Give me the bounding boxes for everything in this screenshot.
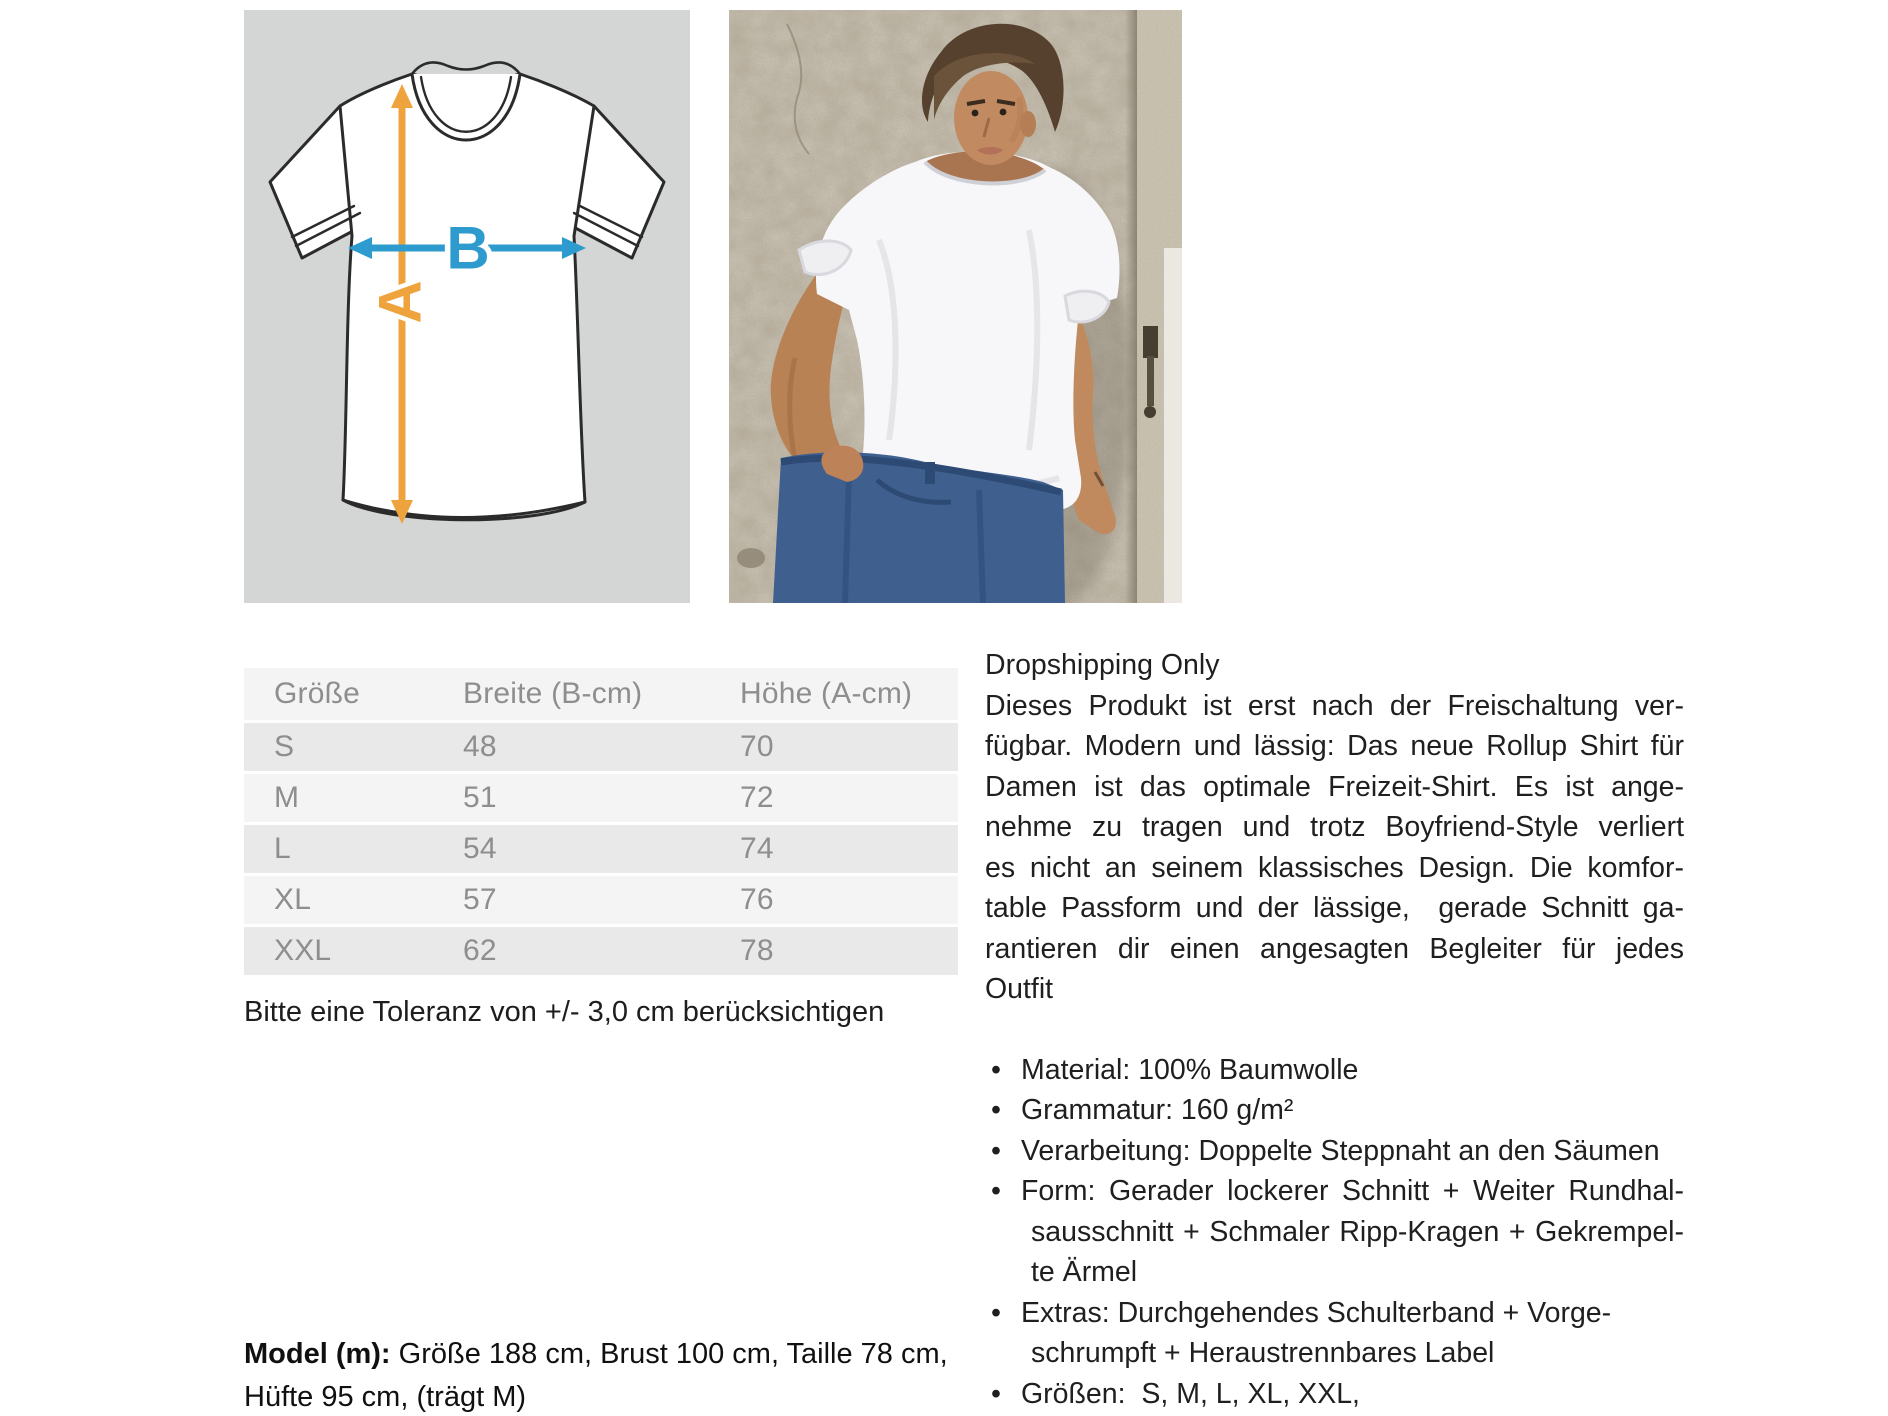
bullet-marker: • (991, 1296, 1001, 1329)
table-cell: 51 (463, 781, 497, 814)
table-cell: XXL (274, 934, 332, 967)
bullet-item (985, 1090, 1684, 1131)
paragraph-line: es nicht an seinem klassisches Design. Die komfor- (985, 851, 1684, 884)
label-b: B (446, 214, 490, 282)
paragraph-line: Damen ist das optimale Freizeit-Shirt. Es ist ange- (985, 770, 1684, 803)
bullet-item (985, 1131, 1684, 1172)
table-cell: 54 (463, 832, 497, 865)
table-header-width: Breite (B-cm) (463, 677, 643, 710)
belt-loop (925, 462, 935, 484)
bullet-line: Form: Gerader lockerer Schnitt + Weiter Rundhal- (1021, 1175, 1684, 1207)
left-eye (972, 110, 979, 117)
bullet-line: Material: 100% Baumwolle (1021, 1053, 1359, 1086)
paragraph-line: rantieren dir einen angesagten Begleiter für jedes (985, 932, 1684, 965)
table-row (244, 927, 958, 975)
model-photo-illustration (729, 10, 1182, 603)
bullet-item (985, 1293, 1684, 1374)
metal-latch (1143, 326, 1158, 358)
bullet-line: Extras: Durchgehendes Schulterband + Vorge- (1021, 1296, 1612, 1329)
bullet-line: Verarbeitung: Doppelte Steppnaht an den Säumen (1021, 1134, 1660, 1167)
model-measurements (244, 1333, 1064, 1416)
table-cell: 57 (463, 883, 497, 916)
bullet-line: schrumpft + Heraustrennbares Label (1031, 1337, 1495, 1369)
table-cell: 78 (740, 934, 774, 967)
paragraph-line: table Passform und der lässige, gerade Schnitt ga- (985, 892, 1684, 924)
table-cell: 74 (740, 832, 774, 865)
label-a: A (366, 280, 434, 324)
bullet-item (985, 1171, 1684, 1293)
right-eye (1000, 109, 1007, 116)
table-cell: 48 (463, 730, 497, 763)
product-description (985, 645, 1684, 1414)
table-cell: 76 (740, 883, 774, 916)
paragraph-line: fügbar. Modern und lässig: Das neue Rollup Shirt für (985, 730, 1684, 762)
tshirt-measurement-drawing (244, 10, 690, 603)
bullet-item (985, 1374, 1684, 1415)
metal-knob (1144, 406, 1156, 418)
bullet-line: te Ärmel (1031, 1256, 1138, 1288)
model-line1: Größe 188 cm, Brust 100 cm, Taille 78 cm, (390, 1338, 948, 1370)
table-row (244, 876, 958, 924)
feature-bullet-list (985, 1050, 1684, 1415)
table-cell: L (274, 832, 291, 865)
table-header-size: Größe (274, 677, 361, 710)
product-photo (729, 10, 1182, 603)
table-row (244, 774, 958, 822)
bullet-line: Grammatur: 160 g/m² (1021, 1094, 1294, 1126)
table-cell: 70 (740, 730, 774, 763)
pillar-shadow (1125, 10, 1139, 603)
bullet-item (985, 1050, 1684, 1091)
model-label: Model (m): (244, 1338, 391, 1370)
table-cell: S (274, 730, 295, 763)
paragraph-line: nehme zu tragen und trotz Boyfriend-Style verliert (985, 811, 1684, 843)
paragraph-line: Dieses Produkt ist erst nach der Freischaltung ver- (985, 689, 1684, 722)
description-paragraph (985, 686, 1684, 1010)
metal-rod (1147, 356, 1154, 406)
table-cell: 72 (740, 781, 774, 814)
paragraph-line: Outfit (985, 973, 1054, 1005)
table-row (244, 723, 958, 771)
wall-stone (737, 548, 765, 568)
size-table (244, 668, 958, 975)
size-diagram (244, 10, 690, 603)
bullet-marker: • (991, 1094, 1001, 1126)
table-row (244, 825, 958, 873)
bullet-marker: • (991, 1175, 1001, 1207)
tolerance-note: Bitte eine Toleranz von +/- 3,0 cm berücksichtigen (244, 996, 885, 1028)
table-header-row (244, 668, 958, 720)
bullet-marker: • (991, 1134, 1001, 1167)
table-body (244, 723, 958, 975)
table-cell: 62 (463, 934, 497, 967)
table-header-height: Höhe (A-cm) (740, 677, 913, 710)
bullet-marker: • (991, 1053, 1001, 1086)
bullet-marker: • (991, 1377, 1001, 1410)
model-line2: Hüfte 95 cm, (trägt M) (244, 1381, 527, 1413)
table-cell: M (274, 781, 300, 814)
table-cell: XL (274, 883, 312, 916)
pillar-light-strip (1164, 248, 1182, 603)
bullet-line: sausschnitt + Schmaler Ripp-Kragen + Gekrempel- (1031, 1215, 1684, 1248)
description-heading: Dropshipping Only (985, 649, 1220, 681)
bullet-line: Größen: S, M, L, XL, XXL, (1021, 1377, 1360, 1410)
